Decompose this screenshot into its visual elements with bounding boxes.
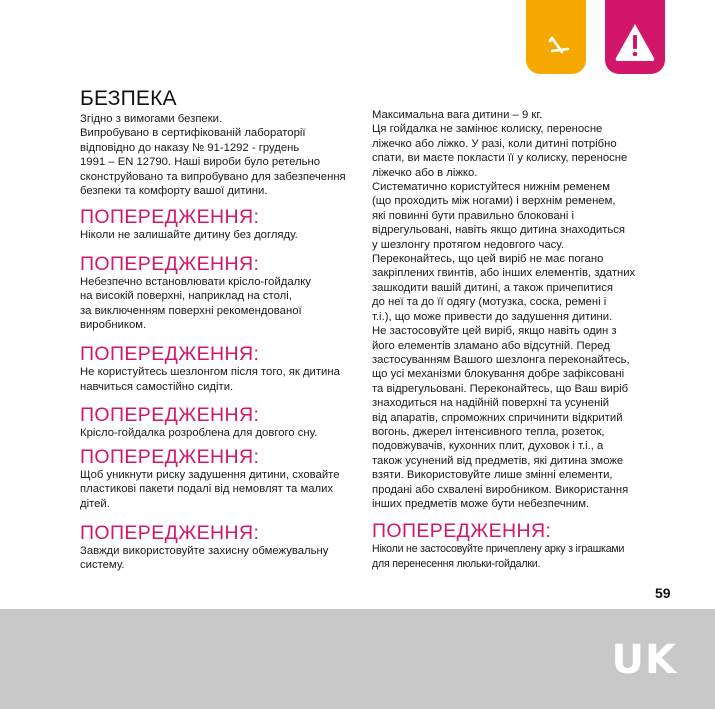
warning-text: Не користуйтесь шезлонгом після того, як дитина навчиться самостійно сидіти.	[80, 366, 340, 393]
warning-text: Щоб уникнути риску задушення дитини, сховайте пластикові пакети подалі від немовлят та малих дітей.	[80, 468, 340, 510]
language-code: UK	[611, 637, 677, 683]
warning-heading: ПОПЕРЕДЖЕННЯ:	[372, 520, 552, 543]
warning-text: Ніколи не залишайте дитину без догляду.	[80, 229, 298, 242]
warning-heading: ПОПЕРЕДЖЕННЯ:	[80, 445, 260, 468]
pen-tab	[526, 0, 586, 74]
warning-heading: ПОПЕРЕДЖЕННЯ:	[80, 404, 260, 427]
warning-text: Ніколи не застосовуйте причеплену арку з іграшками для перенесення люльки-гойдалки.	[372, 543, 625, 571]
warning-text: Крісло-гойдалка розроблена для довгого сну.	[80, 427, 318, 440]
right-column	[372, 108, 647, 572]
warning-text: Завжди використовуйте захисну обмежувальну систему.	[80, 544, 329, 572]
page-number: 59	[655, 585, 671, 601]
warning-heading: ПОПЕРЕДЖЕННЯ:	[80, 252, 260, 275]
left-column	[80, 88, 355, 573]
section-title: БЕЗПЕКА	[80, 87, 177, 110]
warning-tab	[605, 0, 665, 74]
warning-text: Небезпечно встановлювати крісло-гойдалку на високій поверхні, наприклад на столі, за виключенням поверхні рекомендованої виробником.	[80, 275, 311, 332]
pen-icon	[526, 0, 586, 74]
intro-text: Згідно з вимогами безпеки. Випробувано в сертифікованій лабораторії відповідно до наказу № 91-1292 - грудень 1991 – EN 12790. Наші вироби було ретельно сконструйовано та випробувано для забезпечення безпеки та комфорту вашої дитини.	[80, 113, 346, 198]
warning-heading: ПОПЕРЕДЖЕННЯ:	[80, 343, 260, 366]
warning-triangle-icon	[605, 0, 665, 74]
footer-band	[0, 609, 715, 709]
safety-body-text: Максимальна вага дитини – 9 кг. Ця гойдалка не замінює колиску, переносне ліжечко або ліжко. У разі, коли дитині потрібно спати, ви маєте покласти її у колиску, переносне ліжечко або в ліжко. Систематично користуйтеся нижнім ременем (що проходить між ногами) і верхнім ременем, які повинні бути правильно блоковані і відрегульовані, навіть якщо дитина знаходиться у шезлонгу протягом недовгого часу. Переконайтесь, що цей виріб не має погано закріплених гвинтів, або інших елементів, здатних зашкодити вашій дитині, а також причепитися до неї та до її одягу (мотузка, соска, ремені і т.і.), що може привести до задушення дитини. Не застосовуйте цей виріб, якщо навіть один з його елементів зламано або відсутній. Перед застосуванням Вашого шезлонга переконайтесь, що усі механізми блокування добре зафіксовані та відрегульовані. Переконайтесь, що Ваш виріб знаходиться на надійній поверхні та усуненій від апаратів, спроможних спричинити відкритий вогонь, джерел інтенсивного тепла, розеток, подовжувачів, кухонних плит, духовок і т.і., а також усунений від предметів, які дитина зможе взяти. Використовуйте лише змінні елементи, продані або схвалені виробником. Використання інших предметів може бути небезпечним.	[372, 109, 636, 510]
warning-heading: ПОПЕРЕДЖЕННЯ:	[80, 521, 260, 544]
warning-heading: ПОПЕРЕДЖЕННЯ:	[80, 206, 260, 229]
